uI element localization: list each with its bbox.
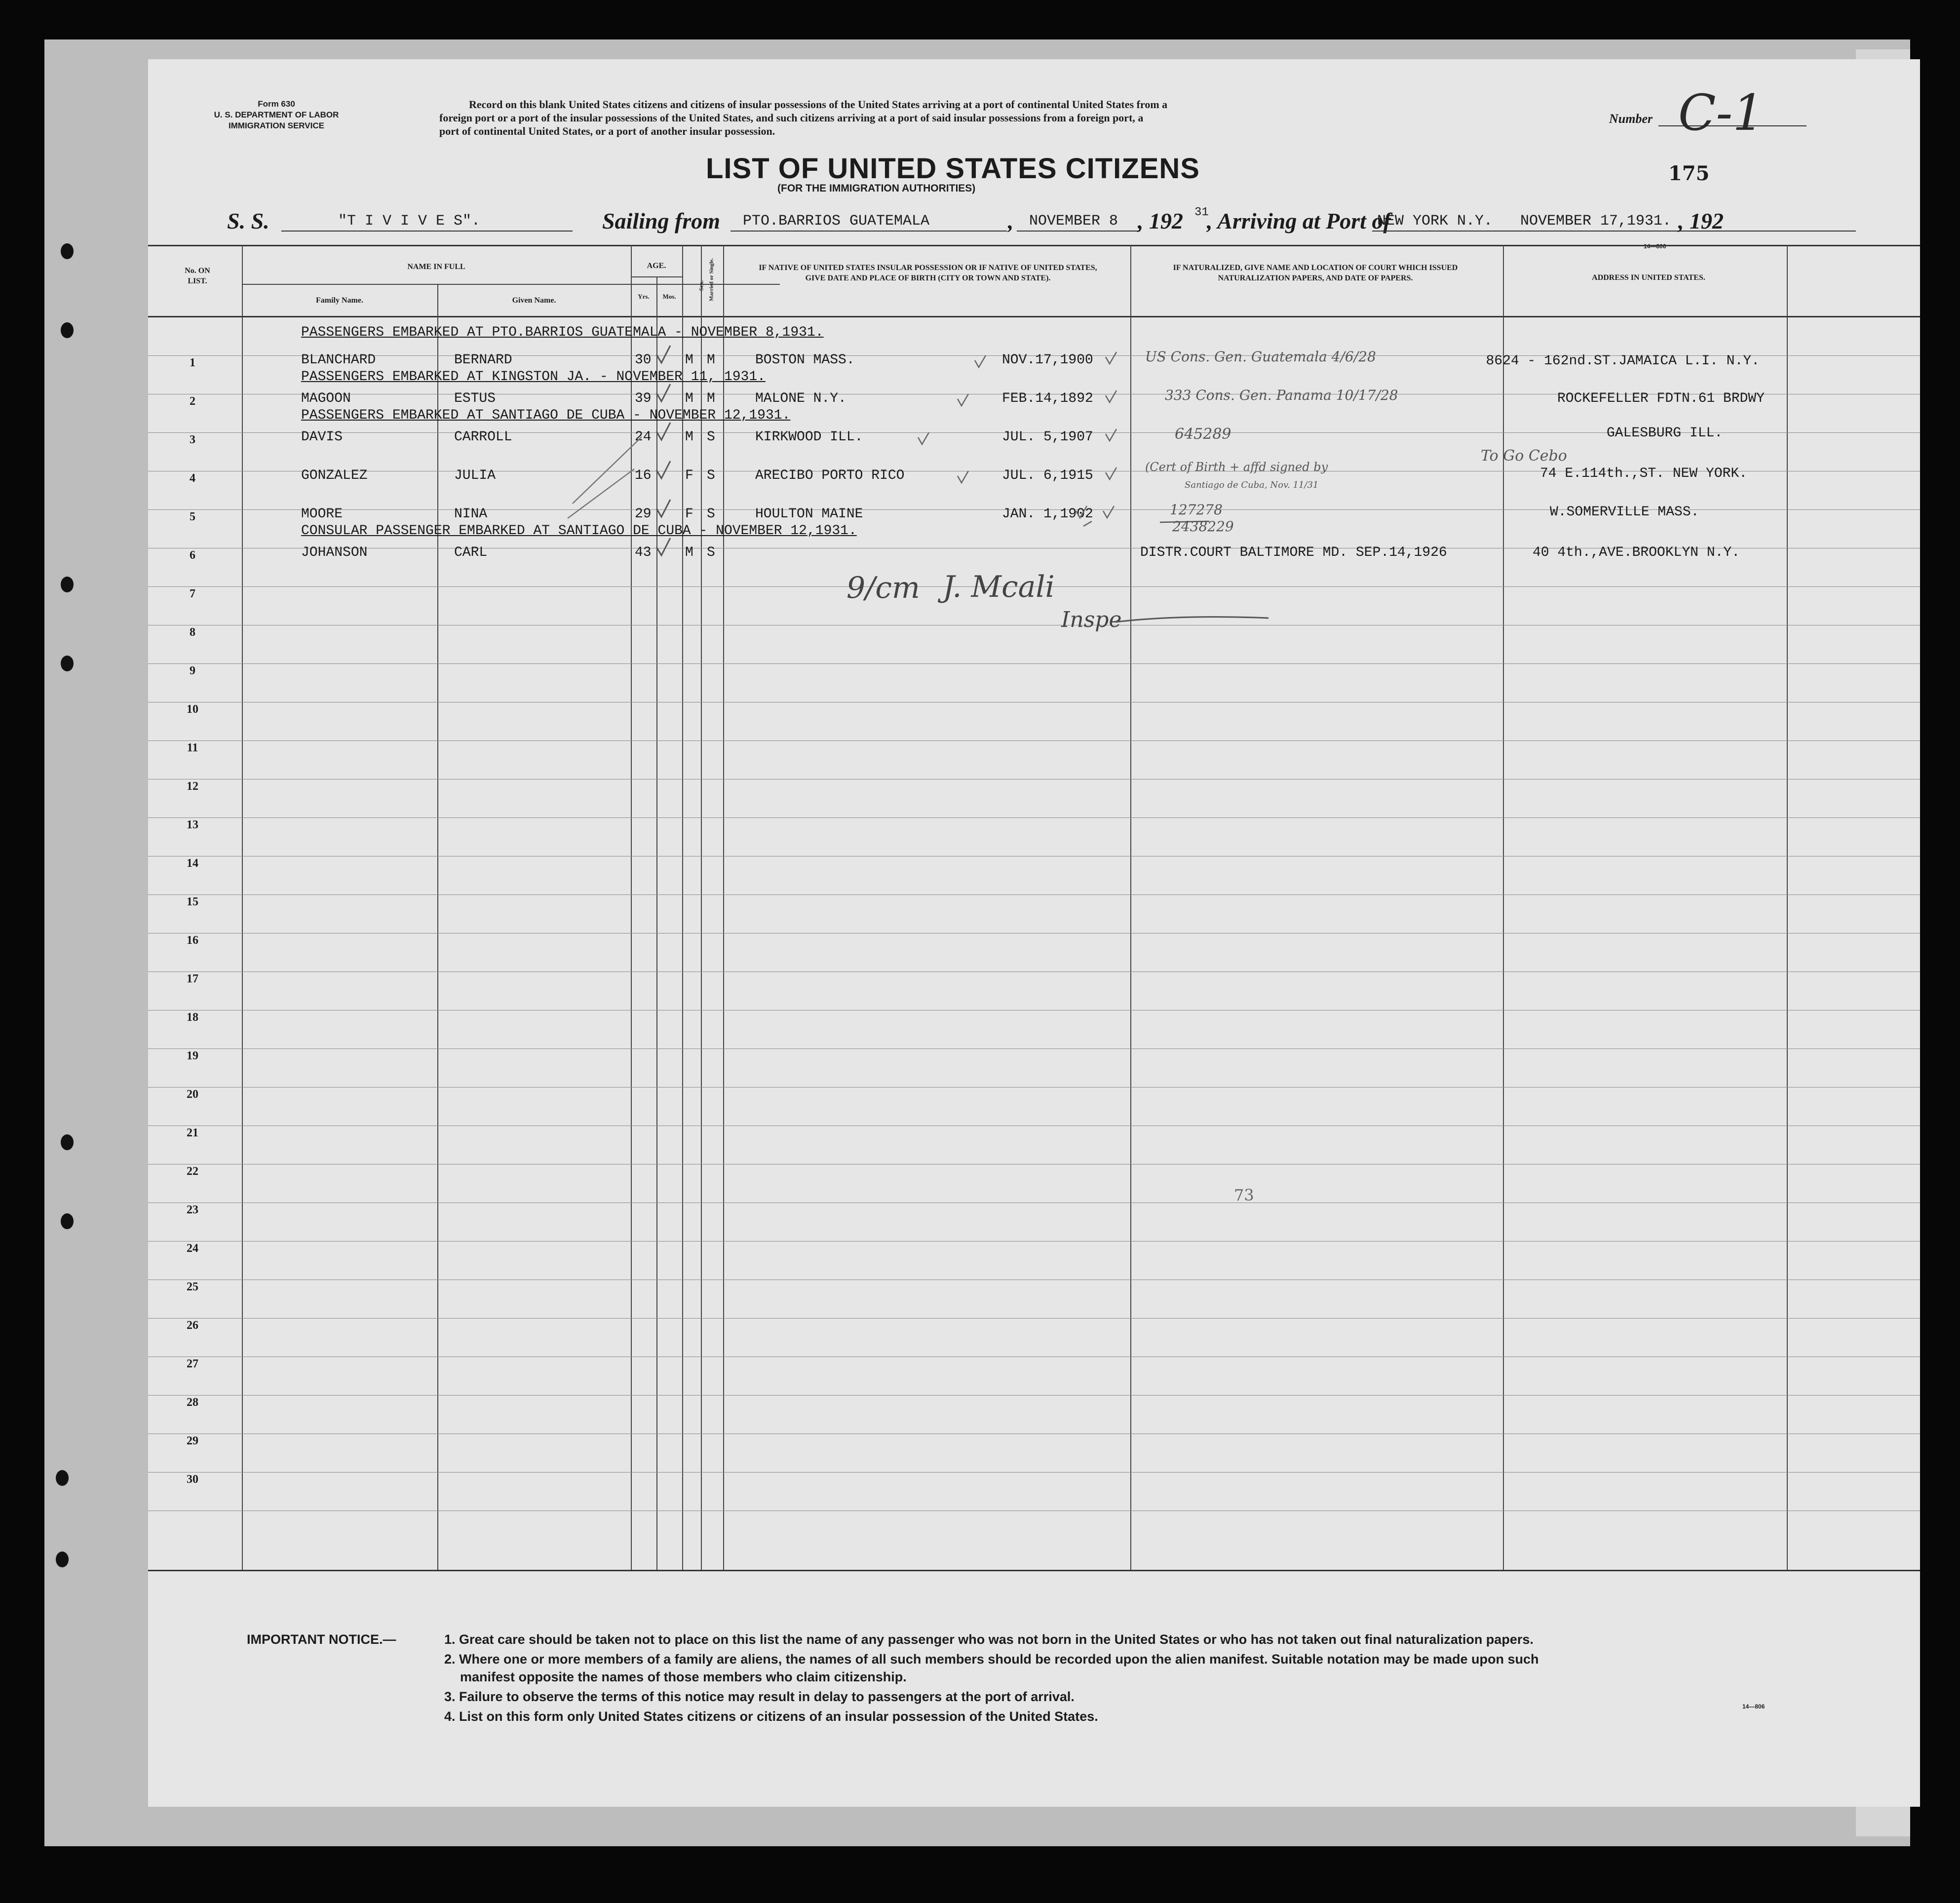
header-no: No. ON LIST. xyxy=(185,267,210,285)
handwritten-note: US Cons. Gen. Guatemala 4/6/28 xyxy=(1145,349,1376,365)
header-name-in-full: NAME IN FULL xyxy=(407,263,465,271)
row-rule xyxy=(148,1164,1920,1165)
sex: M xyxy=(685,391,693,406)
binder-hole xyxy=(54,1469,70,1487)
header-naturalized: IF NATURALIZED, GIVE NAME AND LOCATION OF COURT WHICH ISSUED NATURALIZATION PAPERS, AND DATE OF PAPERS. xyxy=(1173,264,1458,282)
row-rule xyxy=(148,1241,1920,1242)
row-number: 5 xyxy=(190,510,195,523)
row-number: 20 xyxy=(187,1088,198,1101)
number-label: Number xyxy=(1609,112,1653,126)
binder-hole xyxy=(59,654,75,673)
embarkation-heading: CONSULAR PASSENGER EMBARKED AT SANTIAGO DE CUBA - NOVEMBER 12,1931. xyxy=(301,523,857,539)
row-number: 27 xyxy=(187,1358,198,1370)
notice-item: 4. List on this form only United States citizens or citizens of an insular possession of the United States. xyxy=(444,1709,1098,1724)
binder-hole xyxy=(59,1212,75,1231)
embarkation-heading: PASSENGERS EMBARKED AT KINGSTON JA. - NOVEMBER 11, 1931. xyxy=(301,369,766,385)
sex: F xyxy=(685,468,693,483)
check-mark xyxy=(958,471,968,483)
row-number: 21 xyxy=(187,1126,198,1139)
check-mark xyxy=(918,432,929,444)
year-suffix-1: 31 xyxy=(1194,206,1209,219)
check-mark xyxy=(656,461,670,478)
check-mark xyxy=(975,355,986,367)
header-family-name: Family Name. xyxy=(316,296,363,305)
header-yrs: Yrs. xyxy=(638,293,650,300)
row-number: 15 xyxy=(187,895,198,908)
binder-hole xyxy=(59,242,75,261)
row-rule xyxy=(148,1472,1920,1473)
instruction-line: port of continental United States, or a port of another insular possession. xyxy=(439,125,775,137)
given-name: JULIA xyxy=(454,468,496,483)
row-number: 18 xyxy=(187,1011,198,1024)
arriving-label: , Arriving at Port of xyxy=(1207,208,1391,233)
row-rule xyxy=(148,1395,1920,1396)
sex: F xyxy=(685,506,693,522)
to-date: NOVEMBER 17,1931. xyxy=(1520,213,1672,230)
page-title: LIST OF UNITED STATES CITIZENS xyxy=(706,153,1200,185)
header-address: ADDRESS IN UNITED STATES. xyxy=(1592,273,1705,282)
marital-status: S xyxy=(707,545,715,560)
embarkation-heading: PASSENGERS EMBARKED AT SANTIAGO DE CUBA - NOVEMBER 12,1931. xyxy=(301,408,791,423)
notice-item: 1. Great care should be taken not to place on this list the name of any passenger who was not born in the United States or who has not taken out final naturalization papers. xyxy=(444,1632,1534,1647)
notice-item: manifest opposite the names of those members who claim citizenship. xyxy=(460,1670,907,1684)
row-rule xyxy=(148,740,1920,741)
from-port: PTO.BARRIOS GUATEMALA xyxy=(743,213,930,230)
header-sex: Sex. xyxy=(697,280,705,291)
age-years: 29 xyxy=(635,506,652,522)
given-name: BERNARD xyxy=(454,352,512,368)
address: 74 E.114th.,ST. NEW YORK. xyxy=(1540,466,1748,481)
ss-label: S. S. xyxy=(227,208,269,233)
age-years: 16 xyxy=(635,468,652,483)
address: 40 4th.,AVE.BROOKLYN N.Y. xyxy=(1533,545,1740,560)
birthdate: NOV.17,1900 xyxy=(1002,352,1093,368)
check-mark xyxy=(1106,429,1116,441)
header-mos: Mos. xyxy=(662,293,676,300)
check-mark xyxy=(1106,467,1116,479)
address: ROCKEFELLER FDTN.61 BRDWY xyxy=(1557,391,1765,406)
check-mark xyxy=(656,500,670,517)
stamp-mark: 73 xyxy=(1234,1186,1254,1204)
sex: M xyxy=(685,429,693,445)
signature-flourish xyxy=(1115,617,1268,622)
row-number: 30 xyxy=(187,1473,198,1486)
check-mark xyxy=(1076,506,1087,518)
address: GALESBURG ILL. xyxy=(1607,426,1723,441)
family-name: GONZALEZ xyxy=(301,468,368,483)
row-number: 2 xyxy=(190,395,195,408)
check-mark xyxy=(1103,506,1114,518)
naturalization-court: DISTR.COURT BALTIMORE MD. SEP.14,1926 xyxy=(1140,545,1447,560)
check-mark xyxy=(1106,352,1116,364)
row-number: 16 xyxy=(187,934,198,947)
handwritten-note: 127278 xyxy=(1170,502,1223,518)
check-mark xyxy=(656,538,670,555)
sex: M xyxy=(685,352,693,368)
row-rule xyxy=(148,894,1920,895)
row-number: 3 xyxy=(190,433,195,446)
row-number: 25 xyxy=(187,1281,198,1293)
instruction-line: foreign port or a port of the insular possessions of the United States, and such citizens arriving at a port of said insular possessions from a foreign port, a xyxy=(439,112,1144,124)
handwritten-note: Santiago de Cuba, Nov. 11/31 xyxy=(1185,480,1319,490)
handwritten-note: 333 Cons. Gen. Panama 10/17/28 xyxy=(1165,387,1398,403)
handwritten-note: 645289 xyxy=(1175,426,1231,443)
check-mark xyxy=(1106,390,1116,402)
address: W.SOMERVILLE MASS. xyxy=(1550,505,1699,520)
row-number: 19 xyxy=(187,1049,198,1062)
row-number: 4 xyxy=(190,472,195,485)
birthplace: BOSTON MASS. xyxy=(755,352,855,368)
birthplace: ARECIBO PORTO RICO xyxy=(755,468,905,483)
embarkation-heading: PASSENGERS EMBARKED AT PTO.BARRIOS GUATEMALA - NOVEMBER 8,1931. xyxy=(301,325,824,340)
given-name: ESTUS xyxy=(454,391,496,406)
birthplace: KIRKWOOD ILL. xyxy=(755,429,863,445)
header-age: AGE. xyxy=(647,262,666,270)
birthdate: JAN. 1,1902 xyxy=(1002,506,1093,522)
form-service: IMMIGRATION SERVICE xyxy=(229,121,324,130)
to-port: NEW YORK N.Y. xyxy=(1377,213,1493,230)
inspector-signature: J. Mcali xyxy=(943,570,1055,604)
row-number: 11 xyxy=(187,741,198,754)
row-number: 17 xyxy=(187,972,198,985)
notice-item: 3. Failure to observe the terms of this notice may result in delay to passengers at the port of arrival. xyxy=(444,1689,1075,1704)
handwritten-note: 2438229 xyxy=(1172,518,1234,535)
row-number: 8 xyxy=(190,626,195,639)
birthdate: JUL. 6,1915 xyxy=(1002,468,1093,483)
row-number: 28 xyxy=(187,1396,198,1409)
row-rule xyxy=(148,971,1920,972)
birthdate: FEB.14,1892 xyxy=(1002,391,1093,406)
manifest-page xyxy=(148,59,1920,1807)
row-number: 23 xyxy=(187,1204,198,1216)
binder-hole xyxy=(59,321,75,340)
row-number: 26 xyxy=(187,1319,198,1332)
address: 8624 - 162nd.ST.JAMAICA L.I. N.Y. xyxy=(1486,353,1760,369)
row-number: 10 xyxy=(187,703,198,716)
row-number: 6 xyxy=(190,549,195,562)
handwritten-strokes xyxy=(148,59,1920,701)
table-bottom-rule xyxy=(148,1570,1920,1571)
family-name: MAGOON xyxy=(301,391,351,406)
binder-hole xyxy=(59,575,75,594)
sailing-label: Sailing from xyxy=(602,208,721,233)
marital-status: M xyxy=(707,391,715,406)
row-number: 22 xyxy=(187,1165,198,1178)
age-years: 24 xyxy=(635,429,652,445)
header-married: Married or Single. xyxy=(708,258,715,301)
annotation-stroke xyxy=(573,437,642,504)
row-number: 12 xyxy=(187,780,198,793)
row-number: 9 xyxy=(190,664,195,677)
family-name: BLANCHARD xyxy=(301,352,376,368)
handwritten-note: 9/cm xyxy=(846,571,920,605)
row-number: 14 xyxy=(187,857,198,870)
age-years: 43 xyxy=(635,545,652,560)
handwritten-note: (Cert of Birth + affd signed by xyxy=(1145,460,1328,474)
from-date: NOVEMBER 8 xyxy=(1029,213,1118,230)
check-mark xyxy=(656,346,670,363)
marital-status: S xyxy=(707,429,715,445)
header-native: IF NATIVE OF UNITED STATES INSULAR POSSESSION OR IF NATIVE OF UNITED STATES, GIVE DATE AND PLACE OF BIRTH (CITY OR TOWN AND STATE). xyxy=(759,264,1097,282)
row-number: 1 xyxy=(190,356,195,369)
row-number: 7 xyxy=(190,587,195,600)
sep-comma: , xyxy=(1008,208,1014,233)
year-prefix-2: , 192 xyxy=(1678,208,1724,233)
binder-hole xyxy=(59,1133,75,1152)
marital-status: S xyxy=(707,468,715,483)
tick-stroke xyxy=(1083,521,1092,526)
birthplace: HOULTON MAINE xyxy=(755,506,863,522)
family-name: JOHANSON xyxy=(301,545,368,560)
year-prefix-1: , 192 xyxy=(1138,208,1183,233)
number-value: C-1 xyxy=(1678,84,1764,142)
marital-status: M xyxy=(707,352,715,368)
strike-line xyxy=(1160,521,1209,522)
notice-item: 2. Where one or more members of a family are aliens, the names of all such members should be recorded upon the alien manifest. Suitable notation may be made upon such xyxy=(444,1652,1539,1667)
page-subtitle: (FOR THE IMMIGRATION AUTHORITIES) xyxy=(777,183,976,194)
birthplace: MALONE N.Y. xyxy=(755,391,846,406)
binder-hole xyxy=(54,1550,70,1569)
check-mark xyxy=(656,384,670,401)
family-name: DAVIS xyxy=(301,429,343,445)
given-name: CARROLL xyxy=(454,429,512,445)
ship-name: "T I V I V E S". xyxy=(338,213,481,230)
handwritten-note: To Go Cebo xyxy=(1481,447,1567,465)
print-code-top: 14—806 xyxy=(1644,243,1666,250)
row-rule xyxy=(148,817,1920,818)
check-mark xyxy=(656,423,670,440)
birthdate: JUL. 5,1907 xyxy=(1002,429,1093,445)
check-mark xyxy=(958,394,968,406)
row-number: 24 xyxy=(187,1242,198,1255)
inspector-signature: Inspe xyxy=(1061,607,1122,632)
print-code-bottom: 14—806 xyxy=(1742,1703,1765,1710)
age-years: 39 xyxy=(635,391,652,406)
row-number: 29 xyxy=(187,1435,198,1447)
form-department: U. S. DEPARTMENT OF LABOR xyxy=(214,110,339,119)
form-number: Form 630 xyxy=(258,99,295,109)
sex: M xyxy=(685,545,693,560)
age-years: 30 xyxy=(635,352,652,368)
given-name: CARL xyxy=(454,545,488,560)
family-name: MOORE xyxy=(301,506,343,522)
header-given-name: Given Name. xyxy=(512,296,556,305)
page-number: 175 xyxy=(1668,162,1710,185)
notice-lead: IMPORTANT NOTICE.— xyxy=(247,1632,396,1647)
row-number: 13 xyxy=(187,818,198,831)
marital-status: S xyxy=(707,506,715,522)
instruction-line: Record on this blank United States citizens and citizens of insular possessions of the United States arriving at a port of continental United States from a xyxy=(469,98,1168,111)
row-rule xyxy=(148,1318,1920,1319)
given-name: NINA xyxy=(454,506,488,522)
